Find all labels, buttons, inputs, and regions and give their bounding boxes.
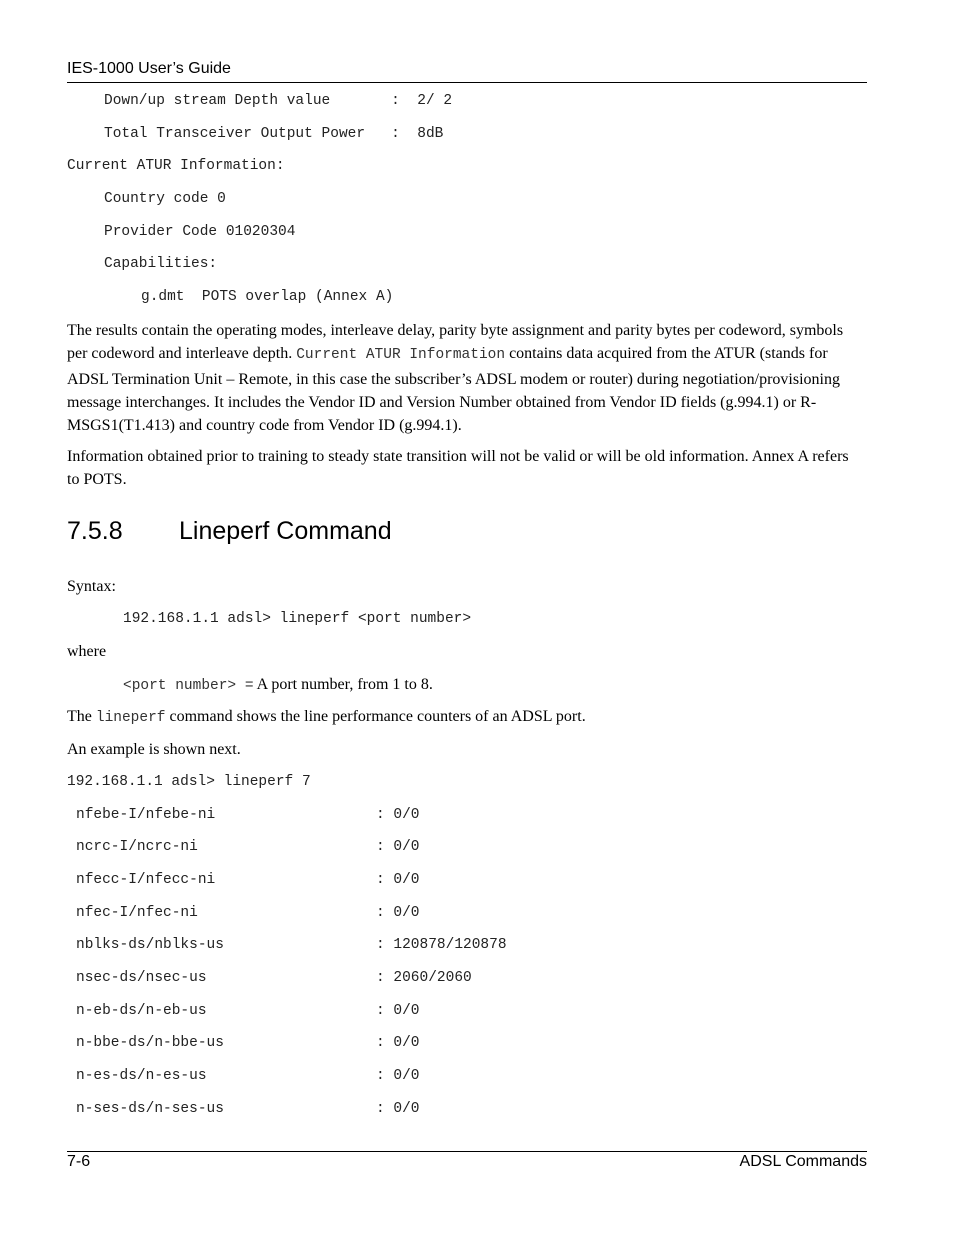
- output-atur-heading: Current ATUR Information:: [67, 158, 285, 174]
- perf-row-value: : 0/0: [376, 839, 420, 855]
- example-label: An example is shown next.: [67, 741, 241, 758]
- output-country-code: Country code 0: [104, 191, 226, 207]
- perf-row-name: nfebe-I/nfebe-ni: [76, 807, 216, 823]
- param-code: <port number> =: [123, 678, 254, 694]
- param-line: [123, 675, 433, 696]
- perf-row-name: ncrc-I/ncrc-ni: [76, 839, 198, 855]
- perf-row-value: : 0/0: [376, 1035, 420, 1051]
- perf-row-value: : 120878/120878: [376, 937, 507, 953]
- perf-row-name: nfecc-I/nfecc-ni: [76, 872, 216, 888]
- param-desc: A port number, from 1 to 8.: [253, 676, 433, 693]
- running-header: IES-1000 User’s Guide: [67, 60, 231, 77]
- perf-row-name: nfec-I/nfec-ni: [76, 905, 198, 921]
- perf-row-value: : 0/0: [376, 1068, 420, 1084]
- info-paragraph: Information obtained prior to training to steady state transition will not be valid or will be old information. Annex A refers to POTS.: [67, 448, 849, 489]
- description-line: The lineperf command shows the line performance counters of an ADSL port.: [67, 708, 586, 726]
- results-paragraph: The results contain the operating modes, interleave delay, parity byte assignment and parity bytes per codeword, symbols per codeword and interleave depth. Current ATUR Information contains data acquired from the ATUR (stands for ADSL Termination Unit – Remote, in this case the subscriber’s ADSL modem or router) during negotiation/provisioning message interchanges. It includes the Vendor ID and Version Number obtained from Vendor ID fields (g.994.1) or R-MSGS1(T1.413) and country code from Vendor ID (g.994.1).: [67, 322, 844, 435]
- header-rule: [67, 82, 867, 83]
- output-capability-item: g.dmt POTS overlap (Annex A): [141, 289, 394, 305]
- output-depth-line: Down/up stream Depth value : 2/ 2: [104, 93, 453, 109]
- where-label: where: [67, 643, 107, 660]
- syntax-code: 192.168.1.1 adsl> lineperf <port number>: [123, 611, 472, 627]
- perf-row-name: n-ses-ds/n-ses-us: [76, 1101, 224, 1117]
- section-number: 7.5.8: [67, 517, 123, 545]
- perf-row-value: : 0/0: [376, 1101, 420, 1117]
- perf-row-value: : 0/0: [376, 1003, 420, 1019]
- output-power-line: Total Transceiver Output Power : 8dB: [104, 126, 444, 142]
- footer-rule: [67, 1151, 867, 1152]
- perf-row-name: n-es-ds/n-es-us: [76, 1068, 207, 1084]
- perf-row-value: : 0/0: [376, 905, 420, 921]
- perf-row-name: nblks-ds/nblks-us: [76, 937, 224, 953]
- example-command: 192.168.1.1 adsl> lineperf 7: [67, 774, 311, 790]
- inline-code: lineperf: [95, 710, 166, 726]
- perf-row-name: nsec-ds/nsec-us: [76, 970, 207, 986]
- output-provider-code: Provider Code 01020304: [104, 224, 296, 240]
- perf-row-value: : 0/0: [376, 807, 420, 823]
- perf-row-name: n-eb-ds/n-eb-us: [76, 1003, 207, 1019]
- perf-row-name: n-bbe-ds/n-bbe-us: [76, 1035, 224, 1051]
- chapter-title: ADSL Commands: [739, 1153, 867, 1170]
- output-capabilities: Capabilities:: [104, 256, 218, 272]
- perf-row-value: : 2060/2060: [376, 970, 472, 986]
- perf-row-value: : 0/0: [376, 872, 420, 888]
- inline-code: Current ATUR Information: [296, 347, 506, 364]
- page-number: 7-6: [67, 1153, 91, 1170]
- syntax-label: Syntax:: [67, 578, 116, 595]
- section-title: Lineperf Command: [179, 517, 392, 545]
